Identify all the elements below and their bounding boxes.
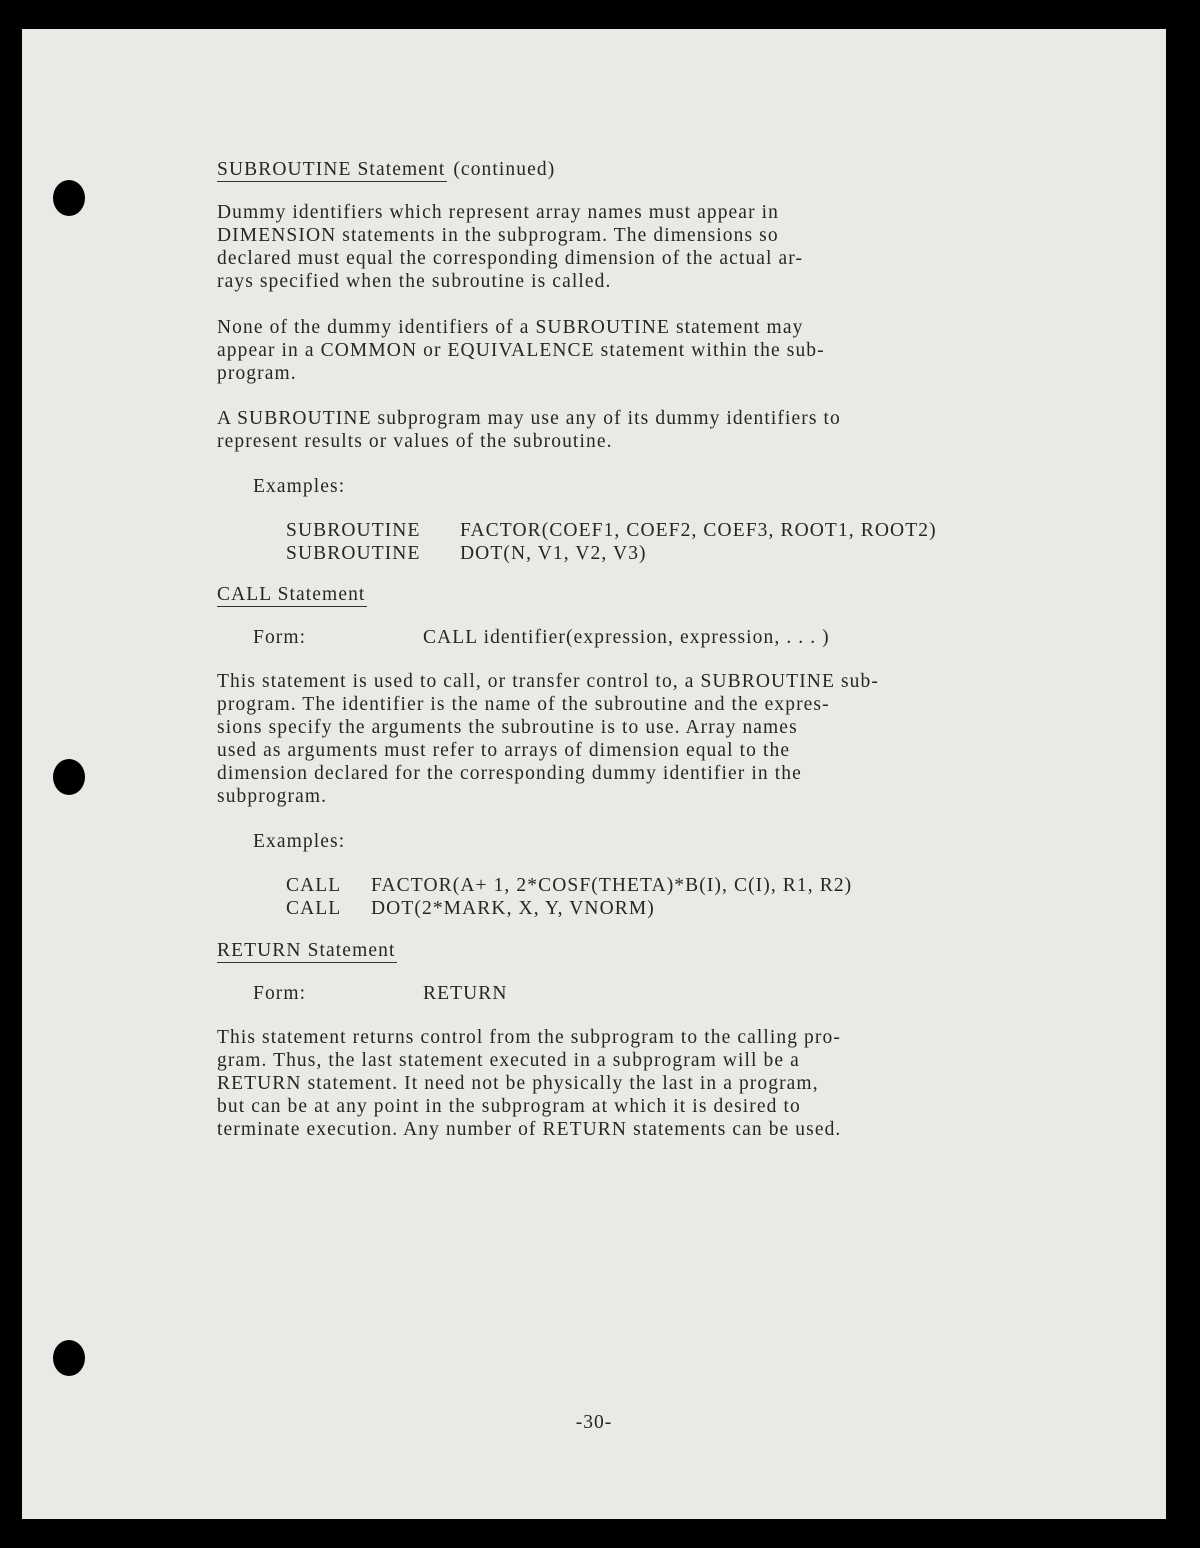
paragraph (217, 670, 1117, 808)
text-line: declared must equal the corresponding dimension of the actual ar- (217, 248, 804, 269)
paragraph (217, 1026, 1117, 1141)
text-line: This statement returns control from the subprogram to the calling pro- (217, 1027, 841, 1048)
code-args: DOT(2*MARK, X, Y, VNORM) (371, 898, 655, 919)
text-line: dimension declared for the corresponding dummy identifier in the (217, 763, 802, 784)
code-args: FACTOR(A+ 1, 2*COSF(THETA)*B(I), C(I), R1, R2) (371, 875, 853, 896)
code-line (286, 874, 1117, 897)
form-row (253, 626, 1117, 649)
text-line: but can be at any point in the subprogram at which it is desired to (217, 1096, 801, 1117)
paragraph (217, 201, 1117, 293)
section-heading: RETURN Statement (217, 940, 396, 961)
text-line: None of the dummy identifiers of a SUBROUTINE statement may (217, 317, 804, 338)
text-line: RETURN statement. It need not be physically the last in a program, (217, 1073, 819, 1094)
code-line (286, 542, 1117, 565)
form-value: CALL identifier(expression, expression, . . . ) (423, 627, 830, 648)
call-heading-row (217, 584, 1117, 607)
return-heading-row (217, 940, 1117, 963)
text-line: used as arguments must refer to arrays of dimension equal to the (217, 740, 791, 761)
text-line: terminate execution. Any number of RETURN statements can be used. (217, 1119, 842, 1140)
text-line: program. The identifier is the name of the subroutine and the expres- (217, 694, 830, 715)
document-page (22, 29, 1166, 1519)
form-row (253, 982, 1117, 1005)
section-heading: SUBROUTINE Statement (217, 159, 446, 180)
text-line: represent results or values of the subroutine. (217, 431, 613, 452)
text-line: sions specify the arguments the subroutine is to use. Array names (217, 717, 798, 738)
form-value: RETURN (423, 983, 508, 1004)
code-args: DOT(N, V1, V2, V3) (460, 543, 647, 564)
form-label: Form: (253, 627, 307, 648)
section-heading: CALL Statement (217, 584, 366, 605)
punch-hole (53, 180, 85, 216)
text-line: subprogram. (217, 786, 328, 807)
punch-hole (53, 759, 85, 795)
text-line: A SUBROUTINE subprogram may use any of its dummy identifiers to (217, 408, 841, 429)
examples-label: Examples: (253, 476, 346, 497)
code-examples (217, 519, 1117, 565)
text-line: Dummy identifiers which represent array names must appear in (217, 202, 780, 223)
code-keyword: CALL (286, 898, 342, 919)
examples-label: Examples: (253, 831, 346, 852)
code-keyword: SUBROUTINE (286, 520, 421, 541)
text-line: DIMENSION statements in the subprogram. The dimensions so (217, 225, 779, 246)
punch-hole (53, 1340, 85, 1376)
form-label: Form: (253, 983, 307, 1004)
text-line: rays specified when the subroutine is called. (217, 271, 612, 292)
text-line: program. (217, 363, 297, 384)
code-keyword: SUBROUTINE (286, 543, 421, 564)
text-line: gram. Thus, the last statement executed in a subprogram will be a (217, 1050, 800, 1071)
heading-suffix: (continued) (453, 159, 556, 180)
code-keyword: CALL (286, 875, 342, 896)
paragraph (217, 316, 1117, 385)
subroutine-heading-row (217, 159, 1117, 182)
page-number: -30- (575, 1412, 613, 1433)
paragraph (217, 407, 1117, 453)
code-examples (217, 874, 1117, 920)
text-line: This statement is used to call, or transfer control to, a SUBROUTINE sub- (217, 671, 879, 692)
page-content (217, 159, 1117, 1141)
code-args: FACTOR(COEF1, COEF2, COEF3, ROOT1, ROOT2) (460, 520, 937, 541)
text-line: appear in a COMMON or EQUIVALENCE statement within the sub- (217, 340, 825, 361)
code-line (286, 519, 1117, 542)
code-line (286, 897, 1117, 920)
